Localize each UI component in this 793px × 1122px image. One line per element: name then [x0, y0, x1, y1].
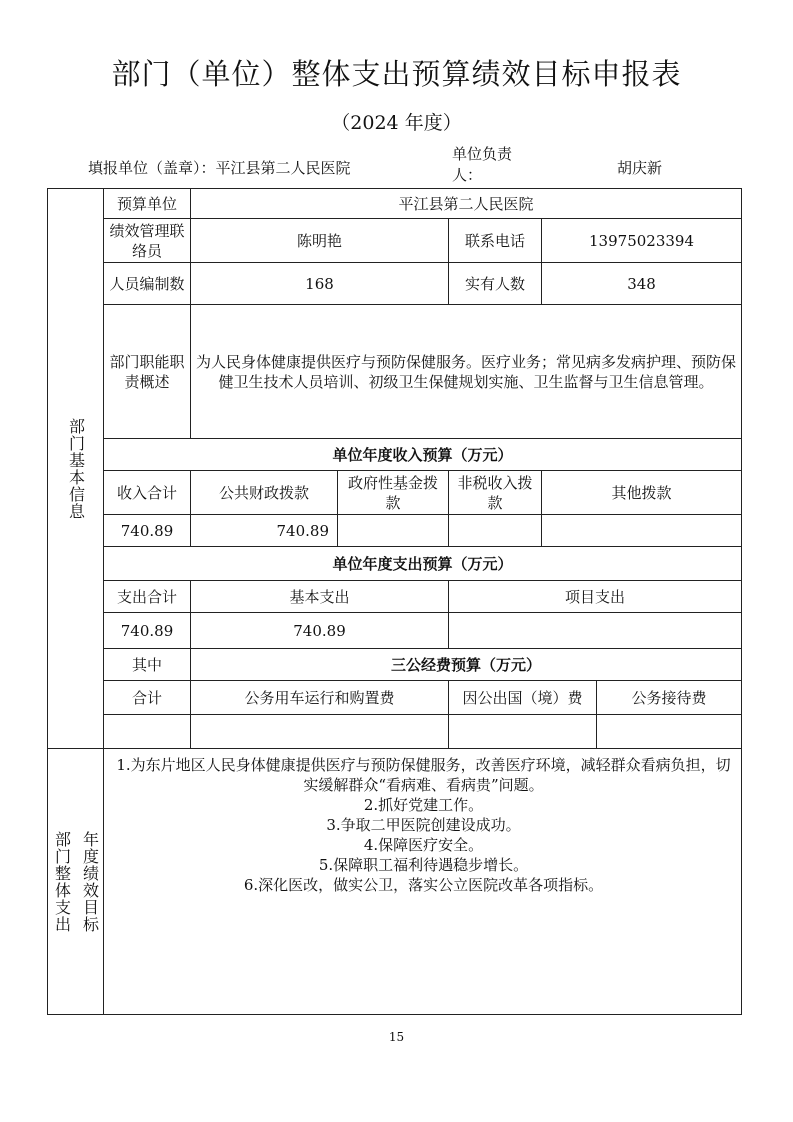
- staff-quota-value: 168: [191, 263, 449, 305]
- three-reception-value: [597, 715, 742, 749]
- responsible-label-line1: 单位负责: [452, 145, 513, 163]
- goal-item: 4.保障医疗安全。: [363, 836, 484, 854]
- duty-label: 部门职能职责概述: [104, 305, 191, 439]
- income-col-other: 其他拨款: [542, 471, 742, 515]
- income-heading: 单位年度收入预算（万元）: [104, 439, 742, 471]
- section-goals-label-b: 部门整体支出: [52, 830, 72, 933]
- section-goals-label-a: 年度绩效目标: [80, 830, 100, 933]
- income-total-value: 740.89: [104, 515, 191, 547]
- three-col-reception: 公务接待费: [597, 681, 742, 715]
- three-vehicle-value: [191, 715, 449, 749]
- expense-total-value: 740.89: [104, 613, 191, 649]
- section-goals-labels: [52, 831, 99, 933]
- phone-label: 联系电话: [449, 219, 542, 263]
- fill-unit-label: 填报单位（盖章）：平江县第二人民医院: [88, 159, 351, 177]
- three-total-value: [104, 715, 191, 749]
- budget-form-table: [47, 188, 742, 1015]
- three-col-vehicle: 公务用车运行和购置费: [191, 681, 449, 715]
- document-year: （2024 年度）: [331, 112, 462, 134]
- three-public-heading: 三公经费预算（万元）: [191, 649, 742, 681]
- three-col-total: 合计: [104, 681, 191, 715]
- section-basic-info: [48, 189, 104, 749]
- income-col-total: 收入合计: [104, 471, 191, 515]
- page-number: 15: [388, 1030, 405, 1044]
- income-col-non-tax: 非税收入拨款: [449, 471, 542, 515]
- expense-project-value: [449, 613, 742, 649]
- three-abroad-value: [449, 715, 597, 749]
- contact-label: 绩效管理联络员: [104, 219, 191, 263]
- duty-text: 为人民身体健康提供医疗与预防保健服务。医疗业务；常见病多发病护理、预防保健卫生技术人员培训、初级卫生保健规划实施、卫生监督与卫生信息管理。: [191, 305, 742, 439]
- income-public-finance-value: 740.89: [191, 515, 338, 547]
- expense-heading: 单位年度支出预算（万元）: [104, 547, 742, 581]
- phone-value: 13975023394: [542, 219, 742, 263]
- goal-item: 1.为东片地区人民身体健康提供医疗与预防保健服务，改善医疗环境，减轻群众看病负担，切实缓解群众“看病难、看病贵”问题。: [116, 756, 731, 794]
- staff-quota-label: 人员编制数: [104, 263, 191, 305]
- expense-col-total: 支出合计: [104, 581, 191, 613]
- income-col-gov-fund: 政府性基金拨款: [338, 471, 449, 515]
- responsible-name: 胡庆新: [617, 159, 663, 177]
- section-goals: [48, 749, 104, 1015]
- goal-item: 5.保障职工福利待遇稳步增长。: [318, 856, 529, 874]
- expense-basic-value: 740.89: [191, 613, 449, 649]
- expense-col-basic: 基本支出: [191, 581, 449, 613]
- income-col-public-finance: 公共财政拨款: [191, 471, 338, 515]
- contact-value: 陈明艳: [191, 219, 449, 263]
- budget-unit-label: 预算单位: [104, 189, 191, 219]
- three-col-abroad: 因公出国（境）费: [449, 681, 597, 715]
- goal-item: 2.抓好党建工作。: [363, 796, 484, 814]
- annual-goals: [104, 749, 742, 1015]
- section-basic-info-label: 部门基本信息: [66, 417, 86, 520]
- goal-item: 3.争取二甲医院创建设成功。: [326, 816, 521, 834]
- income-other-value: [542, 515, 742, 547]
- expense-col-project: 项目支出: [449, 581, 742, 613]
- responsible-label: [452, 144, 522, 186]
- responsible-label-line2: 人：: [452, 166, 483, 184]
- goal-item: 6.深化医改，做实公卫，落实公立医院改革各项指标。: [243, 876, 604, 894]
- income-gov-fund-value: [338, 515, 449, 547]
- among-label: 其中: [104, 649, 191, 681]
- actual-staff-label: 实有人数: [449, 263, 542, 305]
- document-title: 部门（单位）整体支出预算绩效目标申报表: [111, 57, 682, 91]
- budget-unit-value: 平江县第二人民医院: [191, 189, 742, 219]
- actual-staff-value: 348: [542, 263, 742, 305]
- income-non-tax-value: [449, 515, 542, 547]
